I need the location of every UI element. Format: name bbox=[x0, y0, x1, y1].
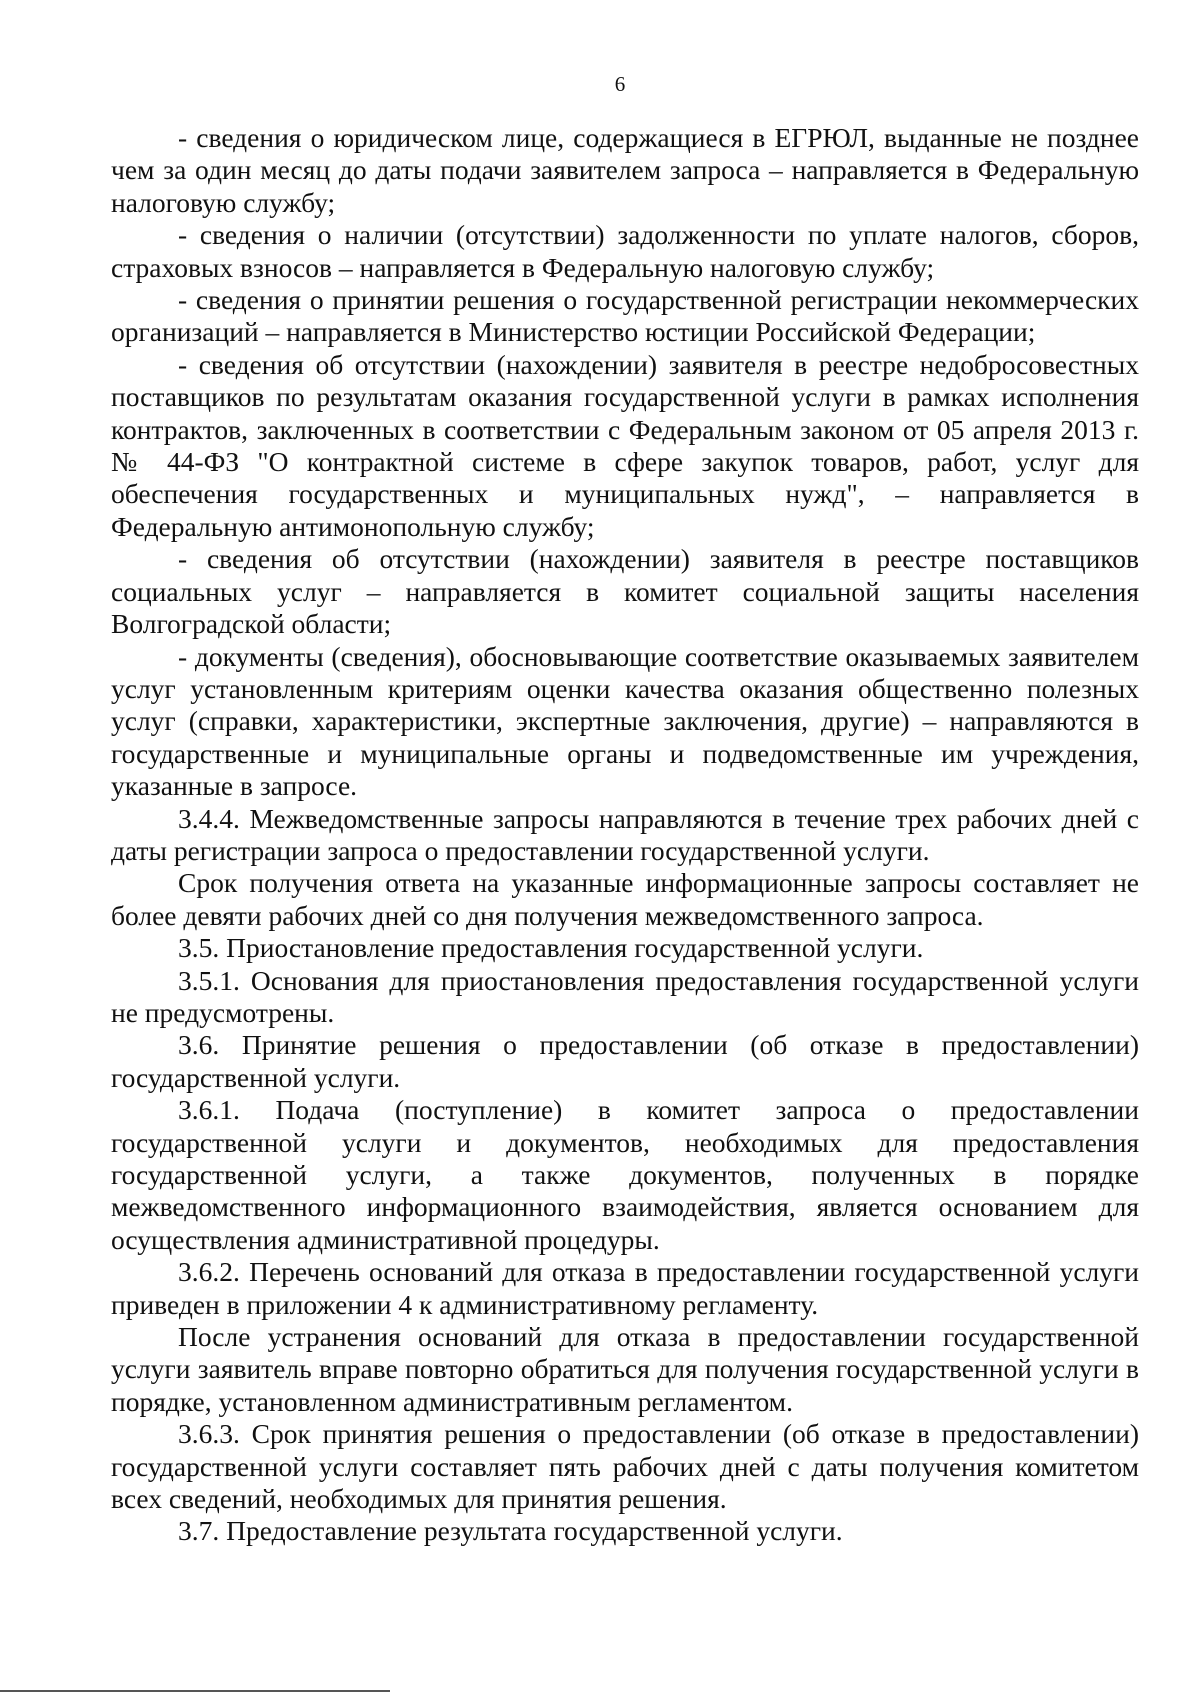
paragraph-nco-registration: - сведения о принятии решения о государственной регистрации некоммерческих организаций – направляется в Министерство юстиции Российской Федерации; bbox=[111, 284, 1139, 348]
paragraph-unscrupulous-suppliers: - сведения об отсутствии (нахождении) заявителя в реестре недобросовестных поставщиков по результатам оказания государственной услуги в рамках исполнения контрактов, заключенных в соответствии с Федеральным законом от 05 апреля 2013 г. № 44-ФЗ "О контрактной системе в сфере закупок товаров, работ, услуг для обеспечения государственных и муниципальных нужд", – направляется в Федеральную антимонопольную службу; bbox=[111, 348, 1139, 542]
paragraph-3-5: 3.5. Приостановление предоставления государственной услуги. bbox=[178, 932, 924, 964]
paragraph-tax-debt: - сведения о наличии (отсутствии) задолженности по уплате налогов, сборов, страховых взносов – направляется в Федеральную налоговую службу; bbox=[111, 219, 1139, 283]
paragraph-quality-documents: - документы (сведения), обосновывающие соответствие оказываемых заявителем услуг установленным критериям оценки качества оказания общественно полезных услуг (справки, характеристики, экспертные заключения, другие) – направляются в государственные и муниципальные органы и подведомственные им учреждения, указанные в запросе. bbox=[111, 640, 1139, 802]
paragraph-repeat-application: После устранения оснований для отказа в предоставлении государственной услуги заявитель вправе повторно обратиться для получения государственной услуги в порядке, установленном административным регламентом. bbox=[111, 1321, 1139, 1417]
document-body bbox=[111, 122, 1139, 1548]
paragraph-social-services-registry: - сведения об отсутствии (нахождении) заявителя в реестре поставщиков социальных услуг – направляется в комитет социальной защиты населения Волгоградской области; bbox=[111, 543, 1139, 640]
paragraph-egrul: - сведения о юридическом лице, содержащиеся в ЕГРЮЛ, выданные не позднее чем за один месяц до даты подачи заявителем запроса – направляется в Федеральную налоговую службу; bbox=[111, 122, 1139, 218]
paragraph-response-deadline: Срок получения ответа на указанные информационные запросы составляет не более девяти рабочих дней со дня получения межведомственного запроса. bbox=[111, 867, 1139, 931]
paragraph-3-6-3: 3.6.3. Срок принятия решения о предоставлении (об отказе в предоставлении) государственной услуги составляет пять рабочих дней с даты получения комитетом всех сведений, необходимых для принятия решения. bbox=[111, 1418, 1139, 1515]
paragraph-3-6-1: 3.6.1. Подача (поступление) в комитет запроса о предоставлении государственной услуги и документов, необходимых для предоставления государственной услуги, а также документов, полученных в порядке межведомственного информационного взаимодействия, является основанием для осуществления административной процедуры. bbox=[111, 1094, 1139, 1255]
scan-edge-line bbox=[0, 1690, 390, 1692]
paragraph-3-6: 3.6. Принятие решения о предоставлении (об отказе в предоставлении) государственной услуги. bbox=[111, 1029, 1139, 1093]
paragraph-3-4-4: 3.4.4. Межведомственные запросы направляются в течение трех рабочих дней с даты регистрации запроса о предоставлении государственной услуги. bbox=[111, 802, 1139, 866]
paragraph-3-7: 3.7. Предоставление результата государственной услуги. bbox=[178, 1515, 843, 1547]
page-number: 6 bbox=[614, 72, 626, 96]
paragraph-3-6-2: 3.6.2. Перечень оснований для отказа в предоставлении государственной услуги приведен в приложении 4 к административному регламенту. bbox=[111, 1256, 1139, 1320]
paragraph-3-5-1: 3.5.1. Основания для приостановления предоставления государственной услуги не предусмотрены. bbox=[111, 964, 1139, 1028]
